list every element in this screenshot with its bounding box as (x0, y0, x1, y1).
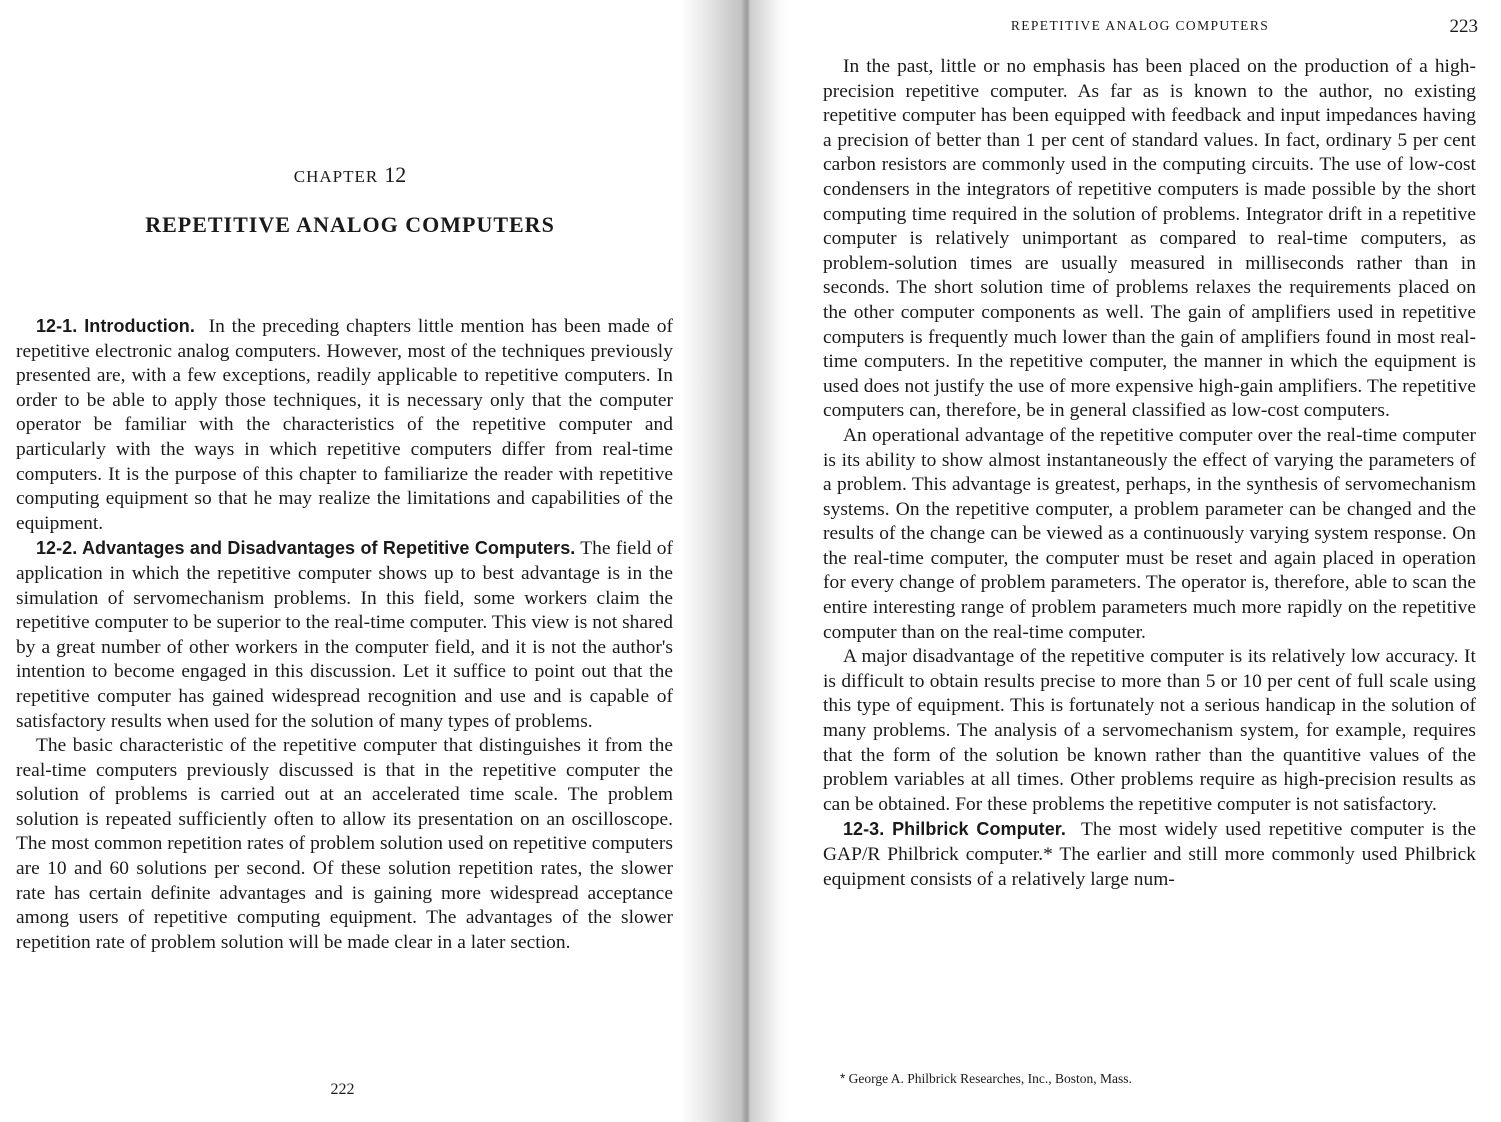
paragraph-text: An operational advantage of the repetitive computer over the real-time computer is its ability to show almost instantaneously the effect of varying the parameters of a problem. This advantage is greatest, perhaps, in the synthesis of servomechanism systems. On the repetitive computer, a problem parameter can be changed and the results of the change can be viewed as a continuously varying system response. On the real-time computer, the computer must be reset and again placed in operation for every change of problem parameters. The operator is, therefore, able to scan the entire interesting range of problem parameters much more rapidly on the repetitive computer than on the real-time computer. (823, 424, 1476, 643)
chapter-number: 12 (384, 162, 407, 187)
paragraph-precision (823, 55, 1476, 424)
paragraph-basic-characteristic (16, 734, 673, 955)
paragraph-introduction (16, 314, 673, 536)
paragraph-advantages (16, 536, 673, 734)
paragraph-disadvantage (823, 645, 1476, 817)
paragraph-text: A major disadvantage of the repetitive computer is its relatively low accuracy. It is difficult to obtain results precise to more than 5 or 10 per cent of full scale using this type of equipment. This is fortunately not a serious handicap in the solution of many problems. The analysis of a servomechanism system, for example, requires that the form of the solution be known rather than the quantitive values of the problem variables at all times. Other problems require as high-precision results as can be obtained. For these problems the repetitive computer is not satisfactory. (823, 646, 1476, 815)
running-head: REPETITIVE ANALOG COMPUTERS (1010, 18, 1270, 33)
paragraph-text: In the preceding chapters little mention has been made of repetitive electronic analog computers. However, most of the techniques previously presented are, with a few exceptions, readily applicable to repetitive computers. In order to be able to apply those techniques, it is necessary only that the computer operator be familiar with the characteristics of the repetitive computer and particularly with the ways in which repetitive computers differ from real-time computers. It is the purpose of this chapter to familiarize the reader with repetitive computing equipment so that he may realize the limitations and capabilities of the equipment. (16, 316, 673, 534)
paragraph-text: The most widely used repetitive computer is the GAP/R Philbrick computer.* The earlier and still more commonly used Philbrick equipment consists of a relatively large num- (823, 819, 1477, 890)
page-number-left: 222 (330, 1081, 355, 1098)
left-body-text (16, 314, 673, 955)
footnote-text: George A. Philbrick Researches, Inc., Boston, Mass. (848, 1071, 1132, 1086)
page-number-right: 223 (1449, 16, 1478, 37)
footnote (840, 1071, 1132, 1087)
paragraph-text: In the past, little or no emphasis has been placed on the production of a high-precision repetitive computer. As far as is known to the author, no existing repetitive computer has been equipped with feedback and input impedances having a precision of better than 1 per cent of standard values. In fact, ordinary 5 per cent carbon resistors are commonly used in the computing circuits. The use of low-cost condensers in the integrators of repetitive computers is made possible by the short computing time required in the solution of problems. Integrator drift in a repetitive computer is relatively unimportant as compared to real-time computers, as problem-solution times are usually measured in milliseconds rather than in seconds. The short solution time of problems relaxes the requirements placed on the other computer components as well. The gain of amplifiers used in repetitive computers is frequently much lower than the gain of amplifiers found in most real-time computers. In the repetitive computer, the manner in which the equipment is used does not justify the use of more expensive high-gain amplifiers. The repetitive computers can, therefore, be in general classified as low-cost computers. (823, 56, 1476, 422)
section-heading-12-1: 12-1. Introduction. (36, 316, 195, 336)
chapter-label (0, 162, 700, 188)
section-heading-12-2: 12-2. Advantages and Disadvantages of Repetitive Computers. (36, 538, 576, 559)
right-body-text (823, 55, 1476, 892)
section-heading-12-3: 12-3. Philbrick Computer. (843, 819, 1066, 840)
paragraph-philbrick (823, 817, 1476, 892)
chapter-label-text: CHAPTER (293, 167, 379, 186)
paragraph-text: The field of application in which the repetitive computer shows up to best advantage is in the simulation of servomechanism problems. In this field, some workers claim the repetitive computer to be superior to the real-time computer. This view is not shared by a great number of other workers in the computer field, and it is not the author's intention to become engaged in this discussion. Let it suffice to point out that the repetitive computer has gained widespread recognition and use and is capable of satisfactory results when used for the solution of many types of problems. (16, 538, 673, 732)
right-page (790, 0, 1501, 1122)
paragraph-text: The basic characteristic of the repetitive computer that distinguishes it from the real-time computers previously discussed is that in the repetitive computer the solution of problems is carried out at an accelerated time scale. The problem solution is repeated sufficiently often to allow its presentation on an oscilloscope. The most common repetition rates of problem solution used on repetitive computers are 10 and 60 solutions per second. Of these solution repetition rates, the slower rate has certain definite advantages and is gaining more widespread acceptance among users of repetitive computing equipment. The advantages of the slower repetition rate of problem solution will be made clear in a later section. (16, 735, 673, 953)
chapter-title: REPETITIVE ANALOG COMPUTERS (145, 212, 555, 237)
paragraph-operational-advantage (823, 424, 1476, 645)
left-page (0, 0, 690, 1122)
footnote-mark: * (840, 1071, 846, 1086)
